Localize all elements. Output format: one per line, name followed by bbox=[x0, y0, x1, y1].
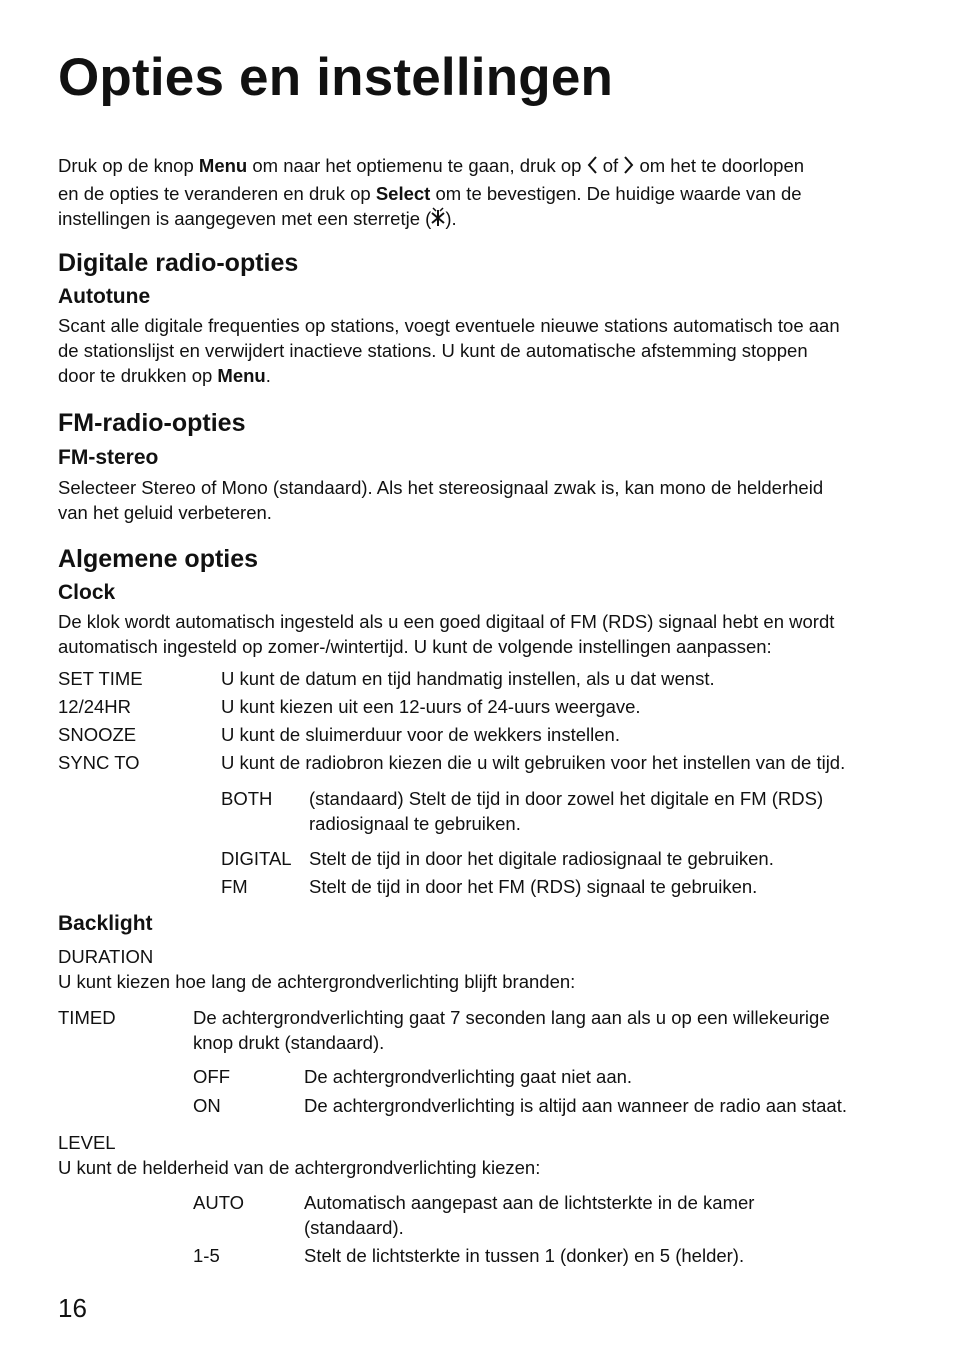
sync-option-row bbox=[221, 874, 901, 899]
clock-line: automatisch ingesteld op zomer-/wintertijd. U kunt de volgende instellingen aanpassen: bbox=[58, 636, 772, 657]
intro-line-2 bbox=[58, 181, 908, 206]
setting-value-line: De achtergrondverlichting gaat 7 seconden lang aan als u op een willekeurige bbox=[193, 1007, 830, 1028]
menu-keyword: Menu bbox=[198, 155, 248, 176]
intro-line-3 bbox=[58, 206, 908, 234]
setting-key: AUTO bbox=[193, 1192, 245, 1213]
sync-value-line: (standaard) Stelt de tijd in door zowel het digitale en FM (RDS) bbox=[309, 788, 824, 809]
setting-key: SNOOZE bbox=[58, 724, 137, 745]
intro-text: om naar het optiemenu te gaan, druk op bbox=[247, 155, 587, 176]
backlight-subheading: Backlight bbox=[58, 912, 153, 935]
autotune-line: de stationslijst en verwijdert inactieve stations. U kunt de automatische afstemming stoppen bbox=[58, 340, 808, 361]
setting-value: Stelt de lichtsterkte in tussen 1 (donker) en 5 (helder). bbox=[304, 1245, 745, 1266]
clock-setting-row bbox=[58, 722, 908, 747]
intro-text: of bbox=[597, 155, 624, 176]
sync-key: BOTH bbox=[221, 788, 273, 809]
chevron-right-icon bbox=[623, 155, 634, 181]
setting-key: OFF bbox=[193, 1066, 230, 1087]
sync-value bbox=[309, 786, 823, 836]
duration-label: DURATION bbox=[58, 946, 154, 967]
setting-key: ON bbox=[193, 1095, 221, 1116]
setting-value: De achtergrondverlichting is altijd aan wanneer de radio aan staat. bbox=[304, 1095, 847, 1116]
fm-radio-heading: FM-radio-opties bbox=[58, 409, 246, 437]
backlight-timed-row bbox=[58, 1005, 908, 1055]
fm-stereo-text bbox=[58, 475, 908, 525]
sync-key: FM bbox=[221, 876, 248, 897]
sync-value: Stelt de tijd in door het FM (RDS) signaal te gebruiken. bbox=[309, 876, 758, 897]
intro-text: om te bevestigen. De huidige waarde van de bbox=[430, 183, 802, 204]
setting-key: 1-5 bbox=[193, 1245, 220, 1266]
intro-text: ). bbox=[445, 208, 457, 229]
clock-text bbox=[58, 609, 908, 659]
setting-value-line: (standaard). bbox=[304, 1217, 404, 1238]
menu-keyword: Menu bbox=[217, 365, 266, 386]
sync-value: Stelt de tijd in door het digitale radiosignaal te gebruiken. bbox=[309, 848, 774, 869]
sync-option-row bbox=[221, 786, 901, 836]
setting-key: SYNC TO bbox=[58, 752, 140, 773]
autotune-subheading: Autotune bbox=[58, 285, 151, 308]
intro-line-1 bbox=[58, 153, 908, 181]
autotune-text bbox=[58, 313, 908, 388]
level-label: LEVEL bbox=[58, 1132, 116, 1153]
clock-line: De klok wordt automatisch ingesteld als u een goed digitaal of FM (RDS) signaal hebt en wordt bbox=[58, 611, 835, 632]
duration-text: U kunt kiezen hoe lang de achtergrondverlichting blijft branden: bbox=[58, 971, 576, 992]
general-options-heading: Algemene opties bbox=[58, 545, 259, 573]
autotune-text-part: door te drukken op bbox=[58, 365, 218, 386]
setting-value bbox=[193, 1005, 830, 1055]
setting-key: TIMED bbox=[58, 1007, 116, 1028]
sync-value-line: radiosignaal te gebruiken. bbox=[309, 813, 521, 834]
autotune-text-part: . bbox=[265, 365, 271, 386]
intro-paragraph bbox=[58, 153, 908, 234]
level-auto-row bbox=[193, 1190, 893, 1240]
setting-value: U kunt de radiobron kiezen die u wilt gebruiken voor het instellen van de tijd. bbox=[221, 752, 846, 773]
setting-value: U kunt kiezen uit een 12-uurs of 24-uurs weergave. bbox=[221, 696, 641, 717]
asterisk-icon bbox=[431, 206, 445, 234]
setting-value: U kunt de datum en tijd handmatig instellen, als u dat wenst. bbox=[221, 668, 715, 689]
backlight-off-row bbox=[193, 1064, 893, 1089]
sync-option-row bbox=[221, 846, 901, 871]
clock-setting-row bbox=[58, 666, 908, 691]
level-range-row bbox=[193, 1243, 893, 1268]
autotune-line bbox=[58, 363, 908, 388]
setting-value-line: Automatisch aangepast aan de lichtsterkte in de kamer bbox=[304, 1192, 755, 1213]
setting-key: 12/24HR bbox=[58, 696, 132, 717]
clock-setting-row bbox=[58, 694, 908, 719]
intro-text: instellingen is aangegeven met een sterretje ( bbox=[58, 208, 432, 229]
setting-value-line: knop drukt (standaard). bbox=[193, 1032, 385, 1053]
level-text: U kunt de helderheid van de achtergrondverlichting kiezen: bbox=[58, 1157, 541, 1178]
digital-radio-heading: Digitale radio-opties bbox=[58, 249, 299, 277]
setting-value: U kunt de sluimerduur voor de wekkers instellen. bbox=[221, 724, 620, 745]
intro-text: om het te doorlopen bbox=[634, 155, 805, 176]
clock-setting-row bbox=[58, 750, 908, 775]
backlight-on-row bbox=[193, 1093, 893, 1118]
setting-value bbox=[304, 1190, 754, 1240]
clock-subheading: Clock bbox=[58, 581, 116, 604]
fm-stereo-line: Selecteer Stereo of Mono (standaard). Als het stereosignaal zwak is, kan mono de helderheid bbox=[58, 477, 824, 498]
chevron-left-icon bbox=[587, 155, 598, 181]
setting-value: De achtergrondverlichting gaat niet aan. bbox=[304, 1066, 633, 1087]
fm-stereo-line: van het geluid verbeteren. bbox=[58, 502, 272, 523]
intro-text: en de opties te veranderen en druk op bbox=[58, 183, 376, 204]
fm-stereo-subheading: FM-stereo bbox=[58, 446, 159, 469]
sync-key: DIGITAL bbox=[221, 848, 292, 869]
page-title: Opties en instellingen bbox=[58, 48, 614, 107]
select-keyword: Select bbox=[375, 183, 431, 204]
page-number: 16 bbox=[58, 1293, 87, 1323]
autotune-line: Scant alle digitale frequenties op stations, voegt eventuele nieuwe stations automatisch toe aan bbox=[58, 315, 840, 336]
setting-key: SET TIME bbox=[58, 668, 143, 689]
intro-text: Druk op de knop bbox=[58, 155, 199, 176]
